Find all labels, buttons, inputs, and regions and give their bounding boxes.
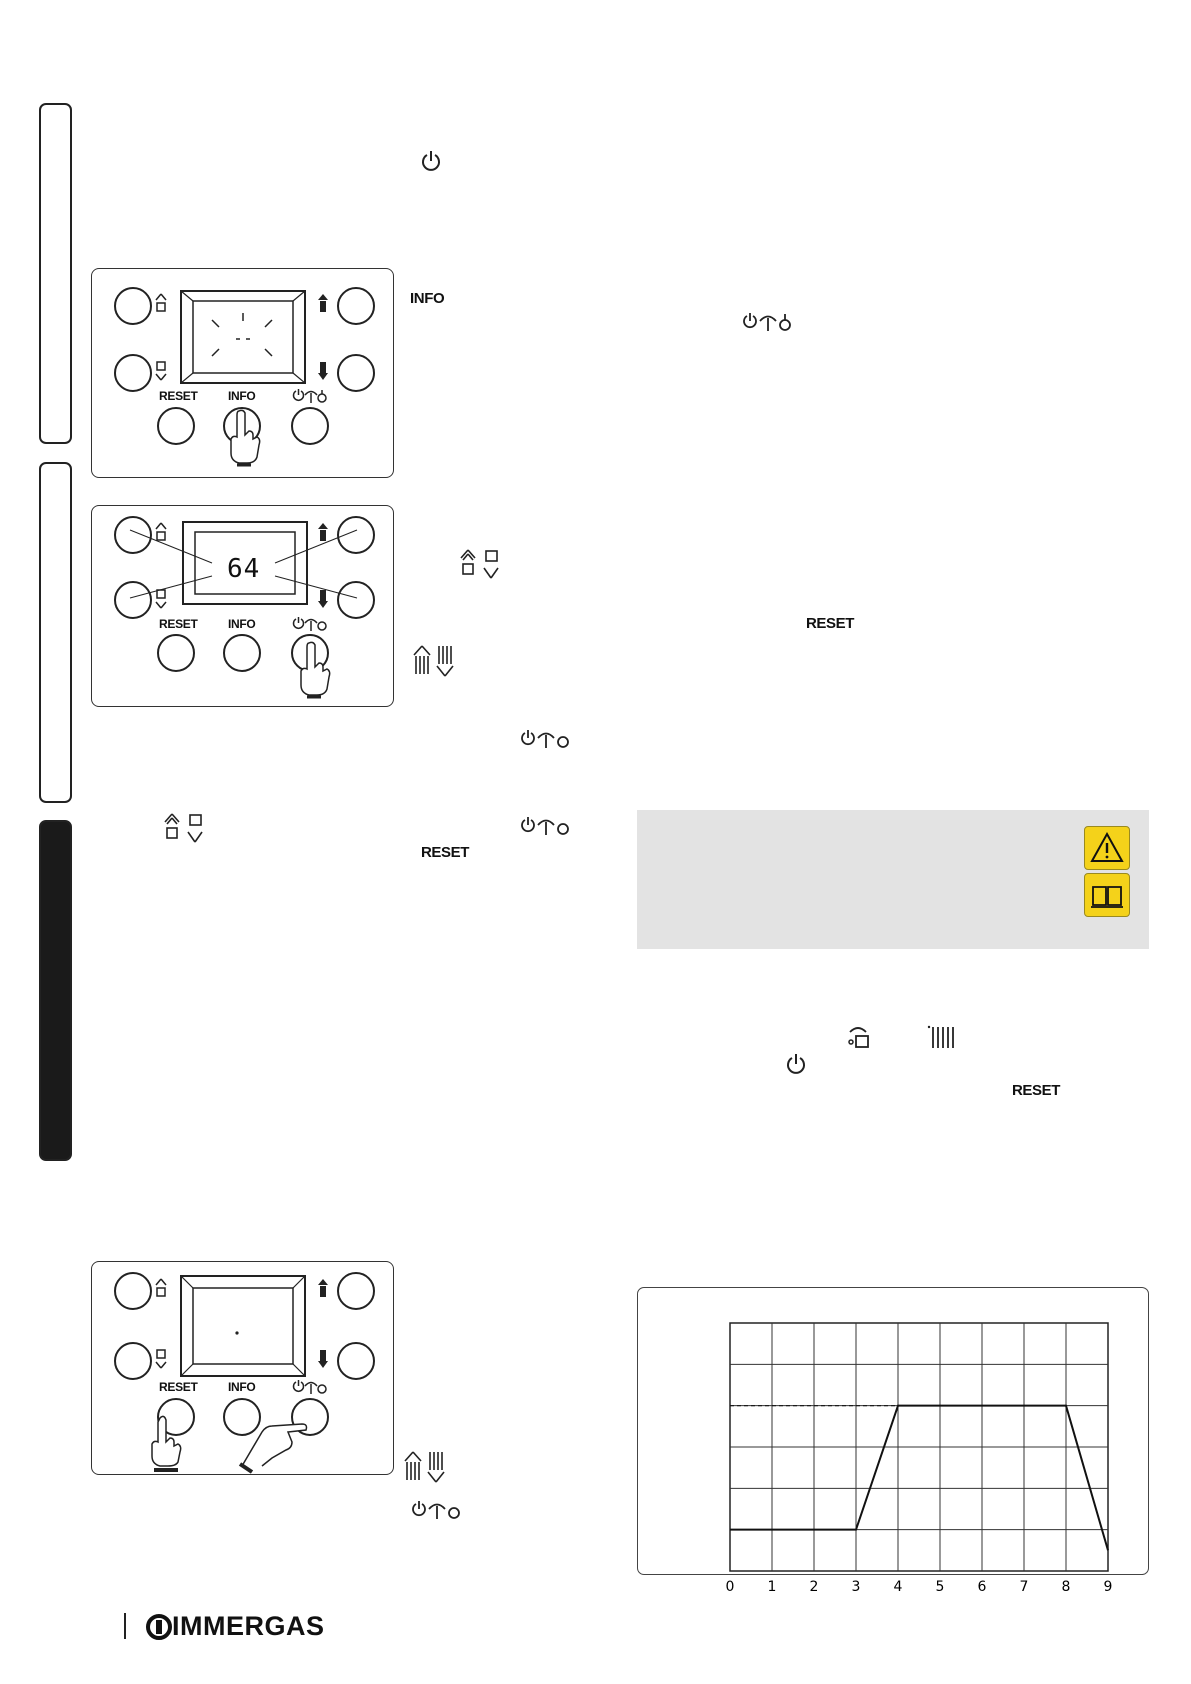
hand-pointer-icon (297, 641, 331, 699)
power-icon (786, 1053, 806, 1075)
button-reset[interactable] (157, 407, 195, 445)
x-tick-label: 9 (1103, 1579, 1113, 1595)
x-tick-label: 3 (851, 1579, 861, 1595)
x-tick-label: 2 (809, 1579, 819, 1595)
power-icon (421, 150, 441, 172)
button-dhw-down[interactable] (114, 354, 152, 392)
hand-pointing-icon (232, 1402, 312, 1474)
immergas-logo: IMMERGAS (172, 1611, 325, 1641)
manual-book-icon (1084, 873, 1130, 917)
info-text-label: INFO (410, 290, 445, 307)
mode-icon (291, 616, 329, 632)
hand-pointer-icon (148, 1412, 190, 1474)
mode-icon (519, 728, 573, 750)
reset-text-label-2: RESET (806, 615, 855, 632)
x-tick-label: 7 (1019, 1579, 1029, 1595)
side-tab-3-active[interactable] (39, 820, 72, 1161)
mode-icon-text (741, 311, 795, 333)
series-line-0 (730, 1406, 1108, 1551)
button-dhw-down[interactable] (114, 581, 152, 619)
reset-label: RESET (159, 617, 198, 631)
reset-text-label: RESET (421, 844, 470, 861)
dhw-down-icon (155, 588, 167, 610)
reset-label: RESET (159, 389, 198, 403)
control-panel-2 (91, 505, 394, 707)
ch-adjust-icon (404, 1450, 448, 1484)
button-dhw-up[interactable] (114, 1272, 152, 1310)
ch-up-icon (317, 522, 329, 544)
x-tick-label: 4 (893, 1579, 903, 1595)
button-ch-up[interactable] (337, 1272, 375, 1310)
info-label: INFO (228, 389, 256, 403)
warning-triangle-icon (1084, 826, 1130, 870)
x-tick-label: 8 (1061, 1579, 1071, 1595)
x-tick-label: 0 (725, 1579, 735, 1595)
ch-adjust-icon (413, 644, 457, 678)
footer-divider (124, 1613, 126, 1639)
ch-down-icon (317, 588, 329, 610)
dhw-adjust-icon (460, 548, 504, 582)
button-ch-down[interactable] (337, 354, 375, 392)
ch-down-icon (317, 360, 329, 382)
ch-down-icon (317, 1348, 329, 1370)
button-dhw-up[interactable] (114, 287, 152, 325)
info-label: INFO (228, 1380, 256, 1394)
button-ch-up[interactable] (337, 287, 375, 325)
ch-up-icon (317, 293, 329, 315)
info-label: INFO (228, 617, 256, 631)
x-tick-label: 6 (977, 1579, 987, 1595)
button-ch-down[interactable] (337, 1342, 375, 1380)
control-panel-1 (91, 268, 394, 478)
mode-icon (410, 1499, 464, 1521)
side-tab-1[interactable] (39, 103, 72, 444)
dhw-up-icon (155, 1278, 167, 1300)
chart (637, 1287, 1149, 1595)
dhw-up-icon (155, 522, 167, 544)
dhw-icon (846, 1024, 870, 1050)
ch-up-icon (317, 1278, 329, 1300)
mode-icon (291, 388, 329, 404)
x-tick-label: 5 (935, 1579, 945, 1595)
button-info[interactable] (223, 634, 261, 672)
radiator-icon (927, 1024, 957, 1050)
hand-pointer-icon (227, 409, 263, 467)
dhw-up-icon (155, 293, 167, 315)
dhw-down-icon (155, 360, 167, 382)
button-mode[interactable] (291, 407, 329, 445)
button-reset[interactable] (157, 634, 195, 672)
button-ch-up[interactable] (337, 516, 375, 554)
side-tab-2[interactable] (39, 462, 72, 803)
button-dhw-up[interactable] (114, 516, 152, 554)
mode-icon (519, 815, 573, 837)
button-dhw-down[interactable] (114, 1342, 152, 1380)
button-ch-down[interactable] (337, 581, 375, 619)
mode-icon (291, 1379, 329, 1395)
immergas-logo-icon (145, 1613, 173, 1641)
warning-note (637, 810, 1149, 949)
display-value: 64 (227, 554, 261, 584)
reset-text-label-3: RESET (1012, 1082, 1061, 1099)
control-panel-3 (91, 1261, 394, 1475)
x-tick-label: 1 (767, 1579, 777, 1595)
dhw-adjust-icon (164, 812, 208, 846)
dhw-down-icon (155, 1348, 167, 1370)
reset-label: RESET (159, 1380, 198, 1394)
